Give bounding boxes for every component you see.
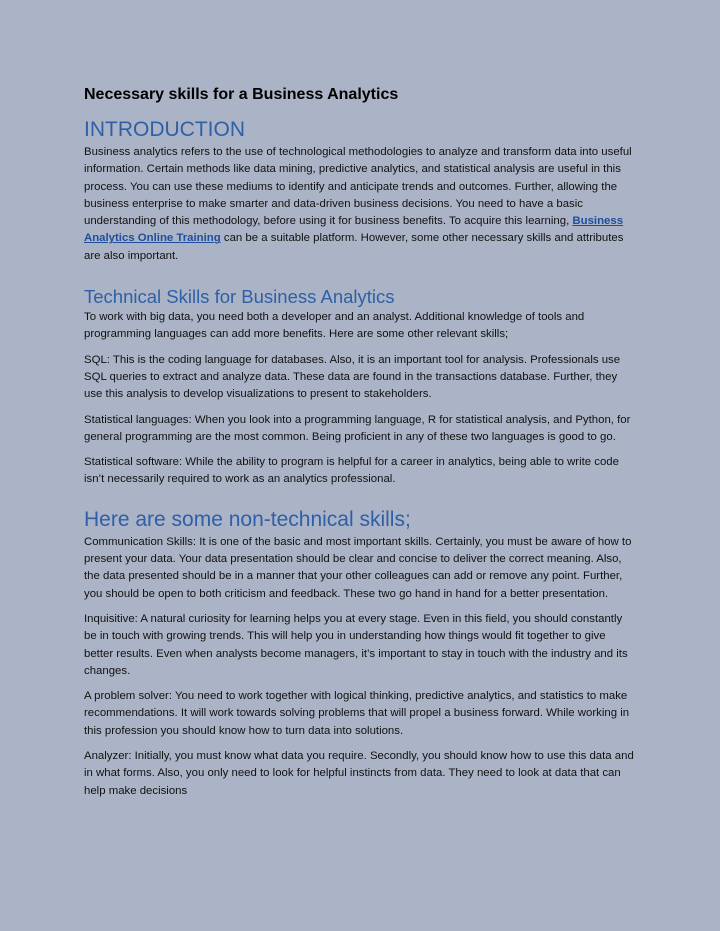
statistical-languages-paragraph: Statistical languages: When you look into a programming language, R for statistical analysis, and Python, for general programming are the most common. Being proficient in any of these two languages is good to go.: [84, 413, 631, 443]
analyzer-paragraph: Analyzer: Initially, you must know what data you require. Secondly, you should know how to use this data and in what forms. Also, you only need to look for helpful instincts from data. They need to look at data that can help make decisions: [84, 750, 634, 797]
introduction-text-before-link: Business analytics refers to the use of technological methodologies to analyze and transform data into useful information. Certain methods like data mining, predictive analytics, and statistical analysis are useful in this process. You can use these mediums to identify and anticipate trends and outcomes. Further, allowing the business enterprise to make smarter and data-driven business decisions. You need to have a basic understanding of this methodology, before using it for business benefits. To acquire this learning,: [84, 146, 632, 228]
inquisitive-paragraph: Inquisitive: A natural curiosity for learning helps you at every stage. Even in this field, you should constantly be in touch with growing trends. This will help you in understanding how things would fit together to give better results. Even when analysts become managers, it’s important to stay in touch with the industry and its changes.: [84, 612, 628, 677]
business-analytics-training-link[interactable]: Business Analytics Online Training: [84, 215, 624, 245]
introduction-paragraph: [84, 144, 636, 265]
introduction-text-after-link: can be a suitable platform. However, some other necessary skills and attributes are also important.: [84, 232, 624, 262]
statistical-software-paragraph: Statistical software: While the ability to program is helpful for a career in analytics, being able to write code isn’t necessarily required to work as an analytics professional.: [84, 456, 619, 486]
problem-solver-paragraph: A problem solver: You need to work together with logical thinking, predictive analytics, and statistics to make recommendations. It will work towards solving problems that will propel a business forward. While working in this profession you should know how to turn data into solutions.: [84, 690, 630, 737]
communication-skills-paragraph: Communication Skills: It is one of the basic and most important skills. Certainly, you must be aware of how to present your data. Your data presentation should be clear and concise to deliver the correct meaning. Also, the data presented should be in a manner that your other colleagues can add or remove any point. Further, you should be open to both criticism and feedback. These two go hand in hand for a better presentation.: [84, 535, 632, 600]
technical-skills-heading: Technical Skills for Business Analytics: [84, 286, 395, 308]
non-technical-skills-heading: Here are some non-technical skills;: [84, 507, 411, 531]
technical-intro-paragraph: To work with big data, you need both a developer and an analyst. Additional knowledge of tools and programming languages can add more benefits. Here are some other relevant skills;: [84, 311, 585, 341]
document-page: [84, 86, 636, 800]
document-title: Necessary skills for a Business Analytics: [84, 86, 399, 103]
sql-paragraph: SQL: This is the coding language for databases. Also, it is an important tool for analysis. Professionals use SQL queries to extract and analyze data. These data are found in the transactions database. Further, they use this analysis to develop visualizations to present to stakeholders.: [84, 353, 621, 401]
introduction-heading: INTRODUCTION: [84, 118, 245, 141]
